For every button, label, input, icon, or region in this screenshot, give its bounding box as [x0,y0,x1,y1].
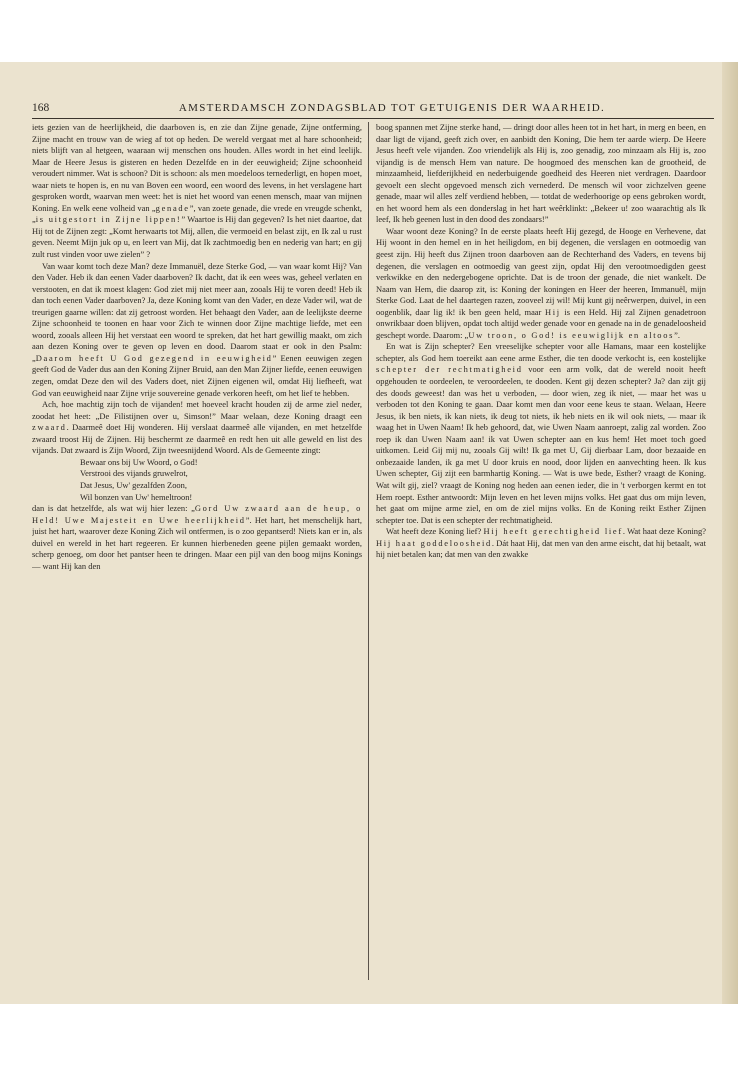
page-edge [722,62,738,1004]
hymn-verse [80,457,362,503]
paragraph: dan is dat hetzelfde, als wat wij hier lezen: „Gord Uw zwaard aan de heup, o Held! Uwe Majesteit en Uwe heerlijkheid”. Het hart, het menschelijk hart, juist het hart, waarover deze Koning Zich wil ontfermen, is o zoo gepantserd! Niets kan er in, als duivel en wereld in het hart regeeren. Er kunnen hierbeneden geene pijlen gemaakt worden, scherp genoeg, om door het pantser heen te dringen. Maar een pijl van den boog mijns Konings — want Hij kan den [32,503,362,571]
right-column [376,122,706,982]
spaced-emphasis: Gord Uw zwaard aan de heup, o Held! Uwe Majesteit en Uwe heerlijkheid [32,503,362,525]
paragraph: En wat is Zijn schepter? Een vreeselijke schepter voor alle Hamans, maar een kostelijke schepter, als God hem toereikt aan eene arme Esther, die ten doode verkocht is, een kostelijke schepter der rechtmatigheid voor een arm volk, dat de wereld nooit heeft opgehouden te oordeelen, te veroordeelen, te dooden. Kent gij dezen schepter? Ja? dan zijt gij des doods geweest! dan was het u verboden, — door wien, zeg ik niet, — maar het was u verboden tot den Koning te gaan. Daar komt men dan voor eene keus te staan. Welaan, Heere Jesus, ik ben niets, ik kan niets, ik deug tot niets, ik heb niets en ik wil ook niets, — maar ik waag het in Uwen Naam! Ik heb gehoord, dat, wie Uwen Naam aanroept, zalig zal worden. Zoo roep ik dan Uwen Naam aan! ik vat Uwen schepter aan en kus hem! Het moet toch goed uitkomen. Leid Gij mij nu, zooals Gij wilt! Ik ga met U, Gij dierbaar Lam, door bezaaide en onbezaaide landen, ik ga met U door kruis en nood, door lijden en aanvechting heen. Ik kus Uwen schepter, Gij zijt een barmhartig Koning. — Wat is uwe bede, Esther? vraagt de Koning. Wat wilt gij, ziel? vraagt de Koning nog heden aan eenen ieder, die in 't verborgen kermt en tot Hem roept. Esther antwoordt: Mijn leven en het leven mijns volks. Het gaat dus om mijn leven, het gaat om mijne arme ziel, en om de ziel mijns volks. En de Koning reikt Esther Zijnen schepter toe. Dat is een schepter der rechtmatigheid. [376,341,706,525]
spaced-emphasis: Hij haat goddeloosheid [376,537,492,548]
running-title: AMSTERDAMSCH ZONDAGSBLAD TOT GETUIGENIS DER WAARHEID. [178,102,606,114]
paragraph: boog spannen met Zijne sterke hand, — dringt door alles heen tot in het hart, in merg en been, en daar ligt de vijand, geeft zich over, en aanbidt den Koning, Die hem ter aarde wierp. De Heere Jesus heeft vele vijanden. Zoo vriendelijk als Hij is, zoo genadig, zoo minzaam als Hij is, zoo vijandig is de mensch Hem van nature. De hoogmoed des menschen kan de grootheid, de minzaamheid, liefderijkheid en nederbuigende goedheid des Heeren niet verdragen. Daardoor gevoelt een slecht opgevoed mensch zich vernederd. De mensch wil voor zichzelven geene genade, maar wil alles zelf verdiend hebben, — totdat de wederhoorige op eens gebroken wordt, en het woord hem als een donderslag in het hart weêrklinkt: „Bekeer u! zoo waarachtig als Ik leef, Ik heb geenen lust in den dood des zondaars!” [376,122,706,225]
spaced-emphasis: Hij [544,306,561,317]
verse-line: Verstrooi des vijands gruwelrot, [80,468,188,479]
paragraph: Wat heeft deze Koning lief? Hij heeft gerechtigheid lief. Wat haat deze Koning? Hij haat goddeloosheid. Dát haat Hij, dat men van den arme eischt, dat hij betaalt, wat hij niet betalen kan; dat men van den zwakke [376,526,706,560]
paragraph: Waar woont deze Koning? In de eerste plaats heeft Hij gezegd, de Hooge en Verhevene, dat Hij woont in den hemel en in het heiligdom, en bij degenen, die verslagen en ootmoedig van geest zijn. Hij heeft dus Zijnen troon daarboven aan de Rechterhand des Vaders, en tevens bij degenen, die verslagen en ootmoedig van geest zijn, opdat Hij den verootmoedigden geest verkwikke en den nedergebogene oprichte. Dat is de troon der genade, die niet wankelt. De Naam van Hem, die daarop zit, is: Koning der koningen en Heer der heeren, Immanuël, mijn Sterke God. Laat de hel daartegen razen, zooveel zij wil! Mij kunt gij neêrwerpen, duivel, in een oogenblik, daar lig ik! ik ben geen held, maar Hij is een Held. Hij zal Zijnen genadetroon onwrikbaar doen blijven, opdat toch altijd weder genade voor en genade na in de genadeloosheid geschept worde. Daarom: „Uw troon, o God! is eeuwiglijk en altoos”. [376,225,706,340]
paragraph: Van waar komt toch deze Man? deze Immanuël, deze Sterke God, — van waar komt Hij? Van den Vader. Heb ik dan eenen Vader daarboven? Ik dacht, dat ik een wees was, geheel verlaten en verstooten, en dat ik moest klagen: God ziet mij niet meer aan, zooals Hij te voren deed! Heb ik dan toch eenen Vader daarboven? Ja, deze Koning komt van den Vader, en deze Vader wil, wat de treurigen gaarne willen: dat zij getroost worden. Het behaagt den Vader, aan de leelijkste deerne Zijne schoonheid te toonen en haar voor Zich te winnen door Zijne machtige liefde, met een woord, zooals alleen Hij het verstaat een woord te spreken, dat het hart gewillig maakt, om zich aan dezen Koning over te geven op leven en dood. Daarom staat er ook in den Psalm: „Daarom heeft U God gezegend in eeuwigheid” Eenen eeuwigen zegen geeft God de Vader dus aan den Koning Zijner Bruid, aan den Man Zijner liefde, eenen eeuwigen zegen, omdat Deze den wil des Vaders doet, niet Zijnen eigenen wil, omdat Hij liefheeft, wat God van eeuwigheid naar Zijne vrije souvereine genade verkoren heeft, om het lief te hebben. [32,260,362,398]
verse-line: Wil bonzen van Uw' hemeltroon! [80,491,193,502]
column-divider [368,122,369,980]
spaced-emphasis: genade [155,202,190,213]
spaced-emphasis: is uitgestort in Zijne lippen! [35,214,182,225]
page-header [32,98,714,119]
left-column [32,122,362,982]
paragraph: iets gezien van de heerlijkheid, die daarboven is, en zie dan Zijne genade, Zijne ontferming, Zijne macht en trouw van de wieg af tot op heden. De wereld vergaat met al hare schoonheid; niets blijft van al hetgeen, waaraan wij menschen ons houden. Alles wordt in het eind leelijk. Maar de Heere Jesus is gisteren en heden Dezelfde en in der eeuwigheid; Zijne schoonheid veroudert nimmer. Wat is schoon? Dit is schoon: als men moedeloos ternederligt, en hopen moet, waar niets te hopen is, en nu van Boven een woord, een woord des levens, in het verslagene hart gesproken wordt, waarvan men weet: het is niet het woord van eenen mensch, maar van mijnen Koning. En welk eene volheid van „genade”, van zoete genade, die vrede en vreugde schenkt, „is uitgestort in Zijne lippen!” Waartoe is Hij dan gegeven? Is het niet daartoe, dat Hij tot de Zijnen zegt: „Komt herwaarts tot Mij, allen, die vermoeid en belast zijt, en Ik zal u rust geven. Neemt Mijn juk op u, en leert van Mij, dat Ik zachtmoedig ben en nederig van hart; en gij zult rust vinden voor uwe zielen” ? [32,122,362,260]
spaced-emphasis: Hij heeft gerechtigheid lief [483,526,623,537]
verse-line: Dat Jesus, Uw' gezalfden Zoon, [80,479,187,490]
book-page [0,62,738,1004]
spaced-emphasis: Uw troon, o God! is eeuwiglijk en altoos [468,329,675,340]
spaced-emphasis: schepter der rechtmatigheid [376,364,523,375]
spaced-emphasis: Daarom heeft U God gezegend in eeuwigheid [35,352,273,363]
spaced-emphasis: zwaard [32,422,67,433]
paragraph: Ach, hoe machtig zijn toch de vijanden! met hoeveel kracht houden zij de arme ziel neder, zoodat het heet: „De Filistijnen over u, Simson!” Maar welaan, deze Koning draagt een zwaard. Daarmeê doet Hij wonderen. Hij verslaat daarmeê alle vijanden, en met hetzelfde zwaard troost Hij de Zijnen. Hij beschermt ze daarmeê en redt hen uit alle geweld en list des vijands. Dat zwaard is Zijn Woord, Zijn tweesnijdend Woord. Als de Gemeente zingt: [32,399,362,456]
page-number: 168 [32,102,50,114]
verse-line: Bewaar ons bij Uw Woord, o God! [80,456,198,467]
